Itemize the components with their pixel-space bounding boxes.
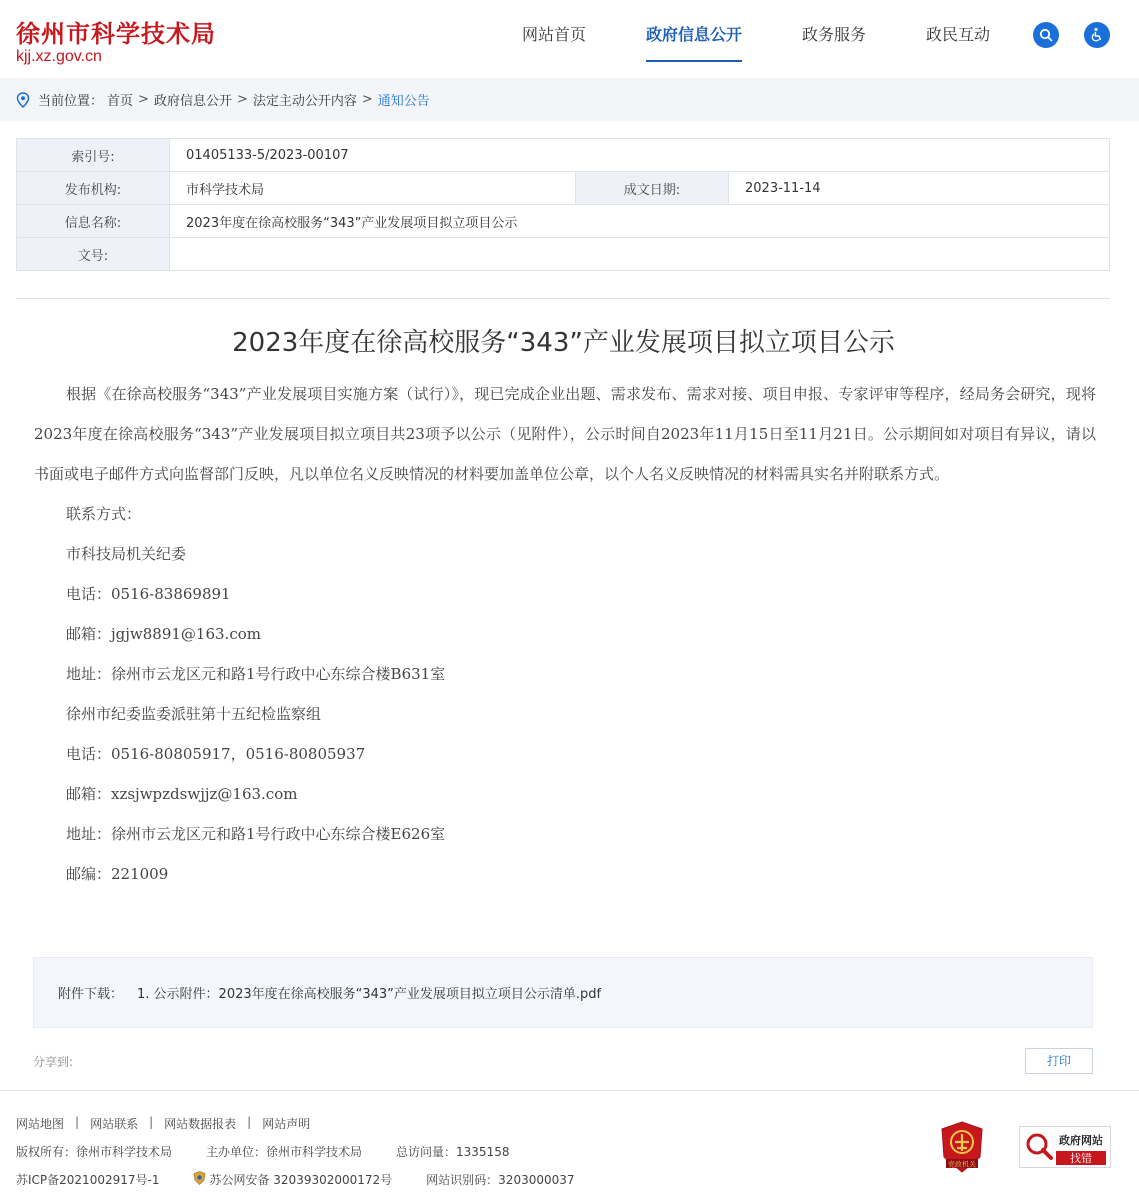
print-button[interactable]: 打印 [1025, 1048, 1093, 1074]
nav-home[interactable]: 网站首页 [522, 25, 587, 44]
breadcrumb-gov-info[interactable]: 政府信息公开 [153, 94, 232, 109]
footer-site-id: 网站识别码：3203000037 [426, 1173, 575, 1187]
site-header [0, 0, 1139, 78]
article-body [34, 374, 1096, 894]
contact-line: 邮箱：jgjw8891@163.com [66, 625, 261, 643]
contact-line: 电话：0516-80805917，0516-80805937 [66, 745, 366, 763]
attachment-link[interactable]: 1. 公示附件：2023年度在徐高校服务“343”产业发展项目拟立项目公示清单.pdf [137, 987, 602, 1002]
accessibility-icon[interactable] [1084, 22, 1110, 48]
breadcrumb-current[interactable]: 通知公告 [377, 94, 430, 109]
footer-link-contact[interactable]: 网站联系 [90, 1117, 139, 1131]
contact-line: 市科技局机关纪委 [66, 545, 187, 563]
gov-site-badge-action: 找错 [1070, 1152, 1092, 1165]
nav-interaction[interactable]: 政民互动 [926, 25, 991, 44]
name-label: 信息名称: [17, 205, 170, 238]
breadcrumb-separator: > [361, 92, 373, 107]
footer-link-sitemap[interactable]: 网站地图 [16, 1117, 65, 1131]
table-row [17, 139, 1110, 172]
site-logo-title[interactable]: 徐州市科学技术局 [16, 20, 216, 48]
doc-no-value [170, 238, 1110, 271]
footer-link-statement[interactable]: 网站声明 [262, 1117, 311, 1131]
attachment-box [33, 957, 1093, 1028]
search-icon[interactable] [1033, 22, 1059, 48]
doc-no-label: 文号: [17, 238, 170, 271]
police-emblem-icon [193, 1171, 206, 1188]
main-nav [522, 0, 1050, 70]
publisher-value: 市科学技术局 [170, 172, 576, 205]
footer-host: 主办单位：徐州市科学技术局 [206, 1145, 363, 1159]
nav-services[interactable]: 政务服务 [802, 25, 867, 44]
divider: | [75, 1115, 80, 1129]
date-label: 成文日期: [576, 172, 729, 205]
divider [16, 298, 1110, 299]
date-value: 2023-11-14 [729, 172, 1110, 205]
article-paragraph: 根据《在徐高校服务“343”产业发展项目实施方案（试行）》，现已完成企业出题、需求发布、需求对接、项目申报、专家评审等程序，经局务会研究，现将2023年度在徐高校服务“343”产业发展项目拟立项目共23项予以公示（见附件），公示时间自2023年11月15日至11月21日。公示期间如对项目有异议，请以书面或电子邮件方式向监督部门反映，凡以单位名义反映情况的材料要加盖单位公章，以个人名义反映情况的材料需具实名并附联系方式。 [34, 385, 1096, 483]
contact-line: 地址：徐州市云龙区元和路1号行政中心东综合楼E626室 [66, 825, 446, 843]
breadcrumb-statutory[interactable]: 法定主动公开内容 [252, 94, 357, 109]
share-label: 分享到: [33, 1055, 74, 1069]
footer-copyright: 版权所有：徐州市科学技术局 [16, 1145, 173, 1159]
contact-line: 邮箱：xzsjwpzdswjjz@163.com [66, 785, 298, 803]
location-pin-icon [16, 92, 30, 108]
contact-line: 电话：0516-83869891 [66, 585, 231, 603]
gov-site-badge-title: 政府网站 [1059, 1134, 1103, 1147]
gov-site-error-report-badge[interactable] [1019, 1126, 1111, 1168]
site-domain: kjj.xz.gov.cn [16, 48, 102, 65]
footer-visits: 总访问量：1335158 [396, 1145, 510, 1159]
table-row [17, 205, 1110, 238]
footer-info-row [16, 1143, 543, 1160]
publisher-label: 发布机构: [17, 172, 170, 205]
table-row [17, 172, 1110, 205]
divider: | [149, 1115, 154, 1129]
name-value: 2023年度在徐高校服务“343”产业发展项目拟立项目公示 [170, 205, 1110, 238]
footer-license-row [16, 1171, 575, 1188]
footer-link-report[interactable]: 网站数据报表 [164, 1117, 237, 1131]
attachment-label: 附件下载： [58, 987, 124, 1002]
party-gov-badge[interactable] [940, 1121, 984, 1173]
nav-gov-info[interactable]: 政府信息公开 [646, 0, 742, 70]
breadcrumb [0, 78, 1139, 121]
contact-line: 地址：徐州市云龙区元和路1号行政中心东综合楼B631室 [66, 665, 446, 683]
contact-line: 徐州市纪委监委派驻第十五纪检监察组 [66, 705, 322, 723]
contact-line: 联系方式： [66, 505, 142, 523]
party-gov-badge-label: 党政机关 [948, 1160, 976, 1169]
footer-links [16, 1115, 310, 1132]
table-row [17, 238, 1110, 271]
contact-line: 邮编：221009 [66, 865, 169, 883]
breadcrumb-prefix: 当前位置： [38, 94, 104, 109]
info-table [16, 138, 1110, 271]
index-label: 索引号: [17, 139, 170, 172]
footer-police[interactable]: 苏公网安备 32039302000172号 [209, 1173, 393, 1187]
index-value: 01405133-5/2023-00107 [170, 139, 1110, 172]
footer-icp[interactable]: 苏ICP备2021002917号-1 [16, 1173, 160, 1187]
breadcrumb-home[interactable]: 首页 [107, 94, 134, 109]
divider: | [247, 1115, 252, 1129]
breadcrumb-separator: > [138, 92, 149, 107]
article-title: 2023年度在徐高校服务“343”产业发展项目拟立项目公示 [232, 328, 895, 358]
breadcrumb-separator: > [236, 92, 248, 107]
